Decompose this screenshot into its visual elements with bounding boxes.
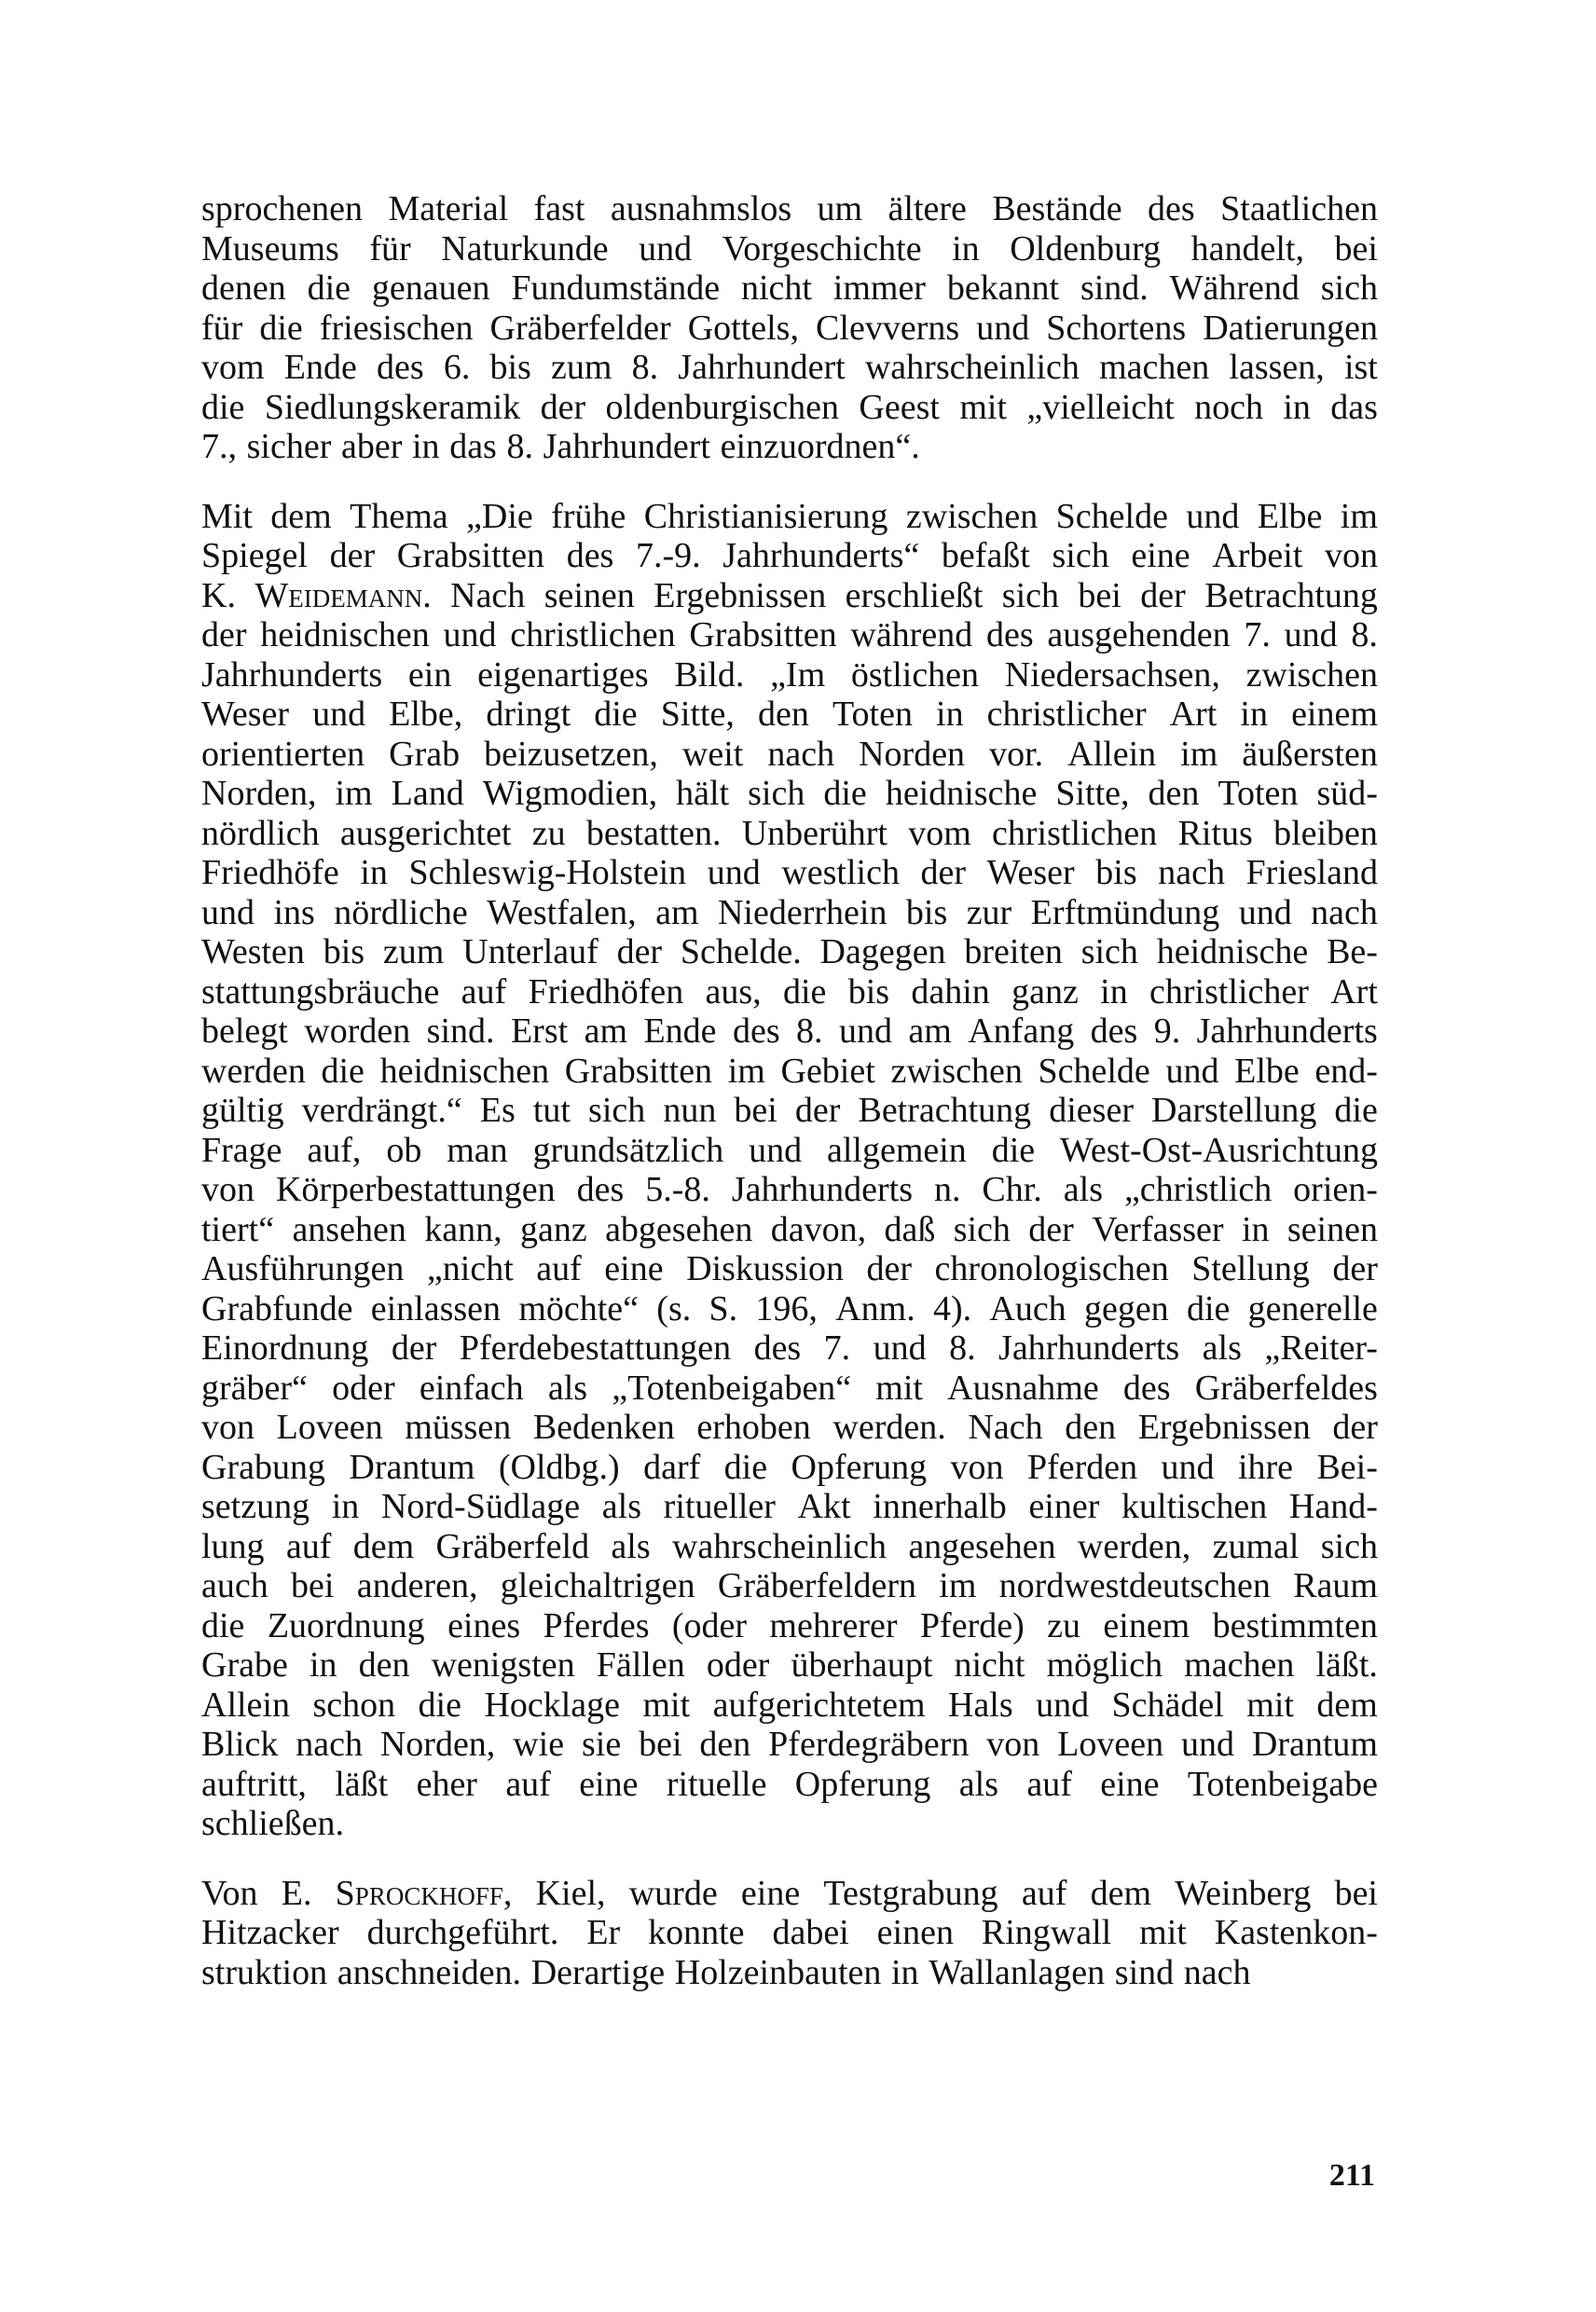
text-line: auftritt, läßt eher auf eine rituelle Opferung als auf eine Totenbeigabe: [201, 1764, 1378, 1804]
text-line: Mit dem Thema „Die frühe Christianisierung zwischen Schelde und Elbe im: [201, 496, 1378, 536]
page-body: [201, 189, 1378, 2022]
paragraph: [201, 189, 1378, 467]
text-line: die Zuordnung eines Pferdes (oder mehrerer Pferde) zu einem bestimmten: [201, 1605, 1378, 1645]
text-line: belegt worden sind. Erst am Ende des 8. und am Anfang des 9. Jahrhunderts: [201, 1012, 1378, 1051]
text-line: tiert“ ansehen kann, ganz abgesehen davon, daß sich der Verfasser in seinen: [201, 1209, 1378, 1249]
text-line: nördlich ausgerichtet zu bestatten. Unberührt vom christlichen Ritus bleiben: [201, 813, 1378, 853]
text-line: der heidnischen und christlichen Grabsitten während des ausgehenden 7. und 8.: [201, 615, 1378, 654]
text-line: und ins nördliche Westfalen, am Niederrhein bis zur Erftmündung und nach: [201, 892, 1378, 932]
text-line: Allein schon die Hocklage mit aufgerichtetem Hals und Schädel mit dem: [201, 1685, 1378, 1725]
text-line: Frage auf, ob man grundsätzlich und allgemein die West-Ost-Ausrichtung: [201, 1130, 1378, 1170]
text-line: Westen bis zum Unterlauf der Schelde. Dagegen breiten sich heidnische Be-: [201, 932, 1378, 971]
text-line: Ausführungen „nicht auf eine Diskussion der chronologischen Stellung der: [201, 1249, 1378, 1288]
text-line: 7., sicher aber in das 8. Jahrhundert einzuordnen“.: [201, 427, 920, 466]
text-line: schließen.: [201, 1804, 345, 1843]
text-line: Grabung Drantum (Oldbg.) darf die Opferung von Pferden und ihre Bei-: [201, 1447, 1378, 1487]
text-line: Friedhöfe in Schleswig-Holstein und westlich der Weser bis nach Friesland: [201, 853, 1378, 892]
text-line: stattungsbräuche auf Friedhöfen aus, die bis dahin ganz in christlicher Art: [201, 971, 1378, 1012]
text-line: Grabfunde einlassen möchte“ (s. S. 196, Anm. 4). Auch gegen die generelle: [201, 1288, 1378, 1328]
text-line: denen die genauen Fundumstände nicht immer bekannt sind. Während sich: [201, 268, 1378, 308]
paragraph: [201, 497, 1378, 1844]
text-line: sprochenen Material fast ausnahmslos um ältere Bestände des Staatlichen: [201, 189, 1378, 228]
text-line: werden die heidnischen Grabsitten im Gebiet zwischen Schelde und Elbe end-: [201, 1051, 1378, 1091]
text-line: von Körperbestattungen des 5.-8. Jahrhunderts n. Chr. als „christlich orien-: [201, 1170, 1378, 1209]
text-line: Einordnung der Pferdebestattungen des 7. und 8. Jahrhunderts als „Reiter-: [201, 1328, 1378, 1368]
text-line: Jahrhunderts ein eigenartiges Bild. „Im östlichen Niedersachsen, zwischen: [201, 654, 1378, 695]
text-line: gültig verdrängt.“ Es tut sich nun bei der Betrachtung dieser Darstellung die: [201, 1091, 1378, 1130]
text-line: Blick nach Norden, wie sie bei den Pferdegräbern von Loveen und Drantum: [201, 1725, 1378, 1764]
text-line: Spiegel der Grabsitten des 7.-9. Jahrhunderts“ befaßt sich eine Arbeit von: [201, 536, 1378, 575]
paragraph: [201, 1874, 1378, 1993]
text-line: setzung in Nord-Südlage als ritueller Akt innerhalb einer kultischen Hand-: [201, 1487, 1378, 1526]
text-line: für die friesischen Gräberfelder Gottels, Clevverns und Schortens Datierungen: [201, 308, 1378, 348]
text-line: Norden, im Land Wigmodien, hält sich die heidnische Sitte, den Toten süd-: [201, 774, 1378, 813]
text-line: Museums für Naturkunde und Vorgeschichte in Oldenburg handelt, bei: [201, 228, 1378, 268]
text-line: lung auf dem Gräberfeld als wahrscheinlich angesehen werden, zumal sich: [201, 1526, 1378, 1566]
text-line: Weser und Elbe, dringt die Sitte, den Toten in christlicher Art in einem: [201, 695, 1378, 734]
text-line: die Siedlungskeramik der oldenburgischen Geest mit „vielleicht noch in das: [201, 387, 1378, 427]
text-line: auch bei anderen, gleichaltrigen Gräberfeldern im nordwestdeutschen Raum: [201, 1566, 1378, 1605]
text-line: gräber“ oder einfach als „Totenbeigaben“ mit Ausnahme des Gräberfeldes: [201, 1368, 1378, 1408]
text-line: orientierten Grab beizusetzen, weit nach Norden vor. Allein im äußersten: [201, 734, 1378, 774]
page-number: 211: [1328, 2158, 1375, 2193]
text-line: Grabe in den wenigsten Fällen oder überhaupt nicht möglich machen läßt.: [201, 1645, 1378, 1685]
text-line: K. Weidemann. Nach seinen Ergebnissen erschließt sich bei der Betrachtung: [201, 575, 1378, 615]
text-line: Hitzacker durchgeführt. Er konnte dabei einen Ringwall mit Kastenkon-: [201, 1913, 1378, 1952]
text-line: vom Ende des 6. bis zum 8. Jahrhundert wahrscheinlich machen lassen, ist: [201, 348, 1378, 387]
text-line: struktion anschneiden. Derartige Holzeinbauten in Wallanlagen sind nach: [201, 1952, 1251, 1992]
text-line: von Loveen müssen Bedenken erhoben werden. Nach den Ergebnissen der: [201, 1408, 1378, 1447]
text-line: Von E. Sprockhoff, Kiel, wurde eine Testgrabung auf dem Weinberg bei: [201, 1873, 1378, 1913]
